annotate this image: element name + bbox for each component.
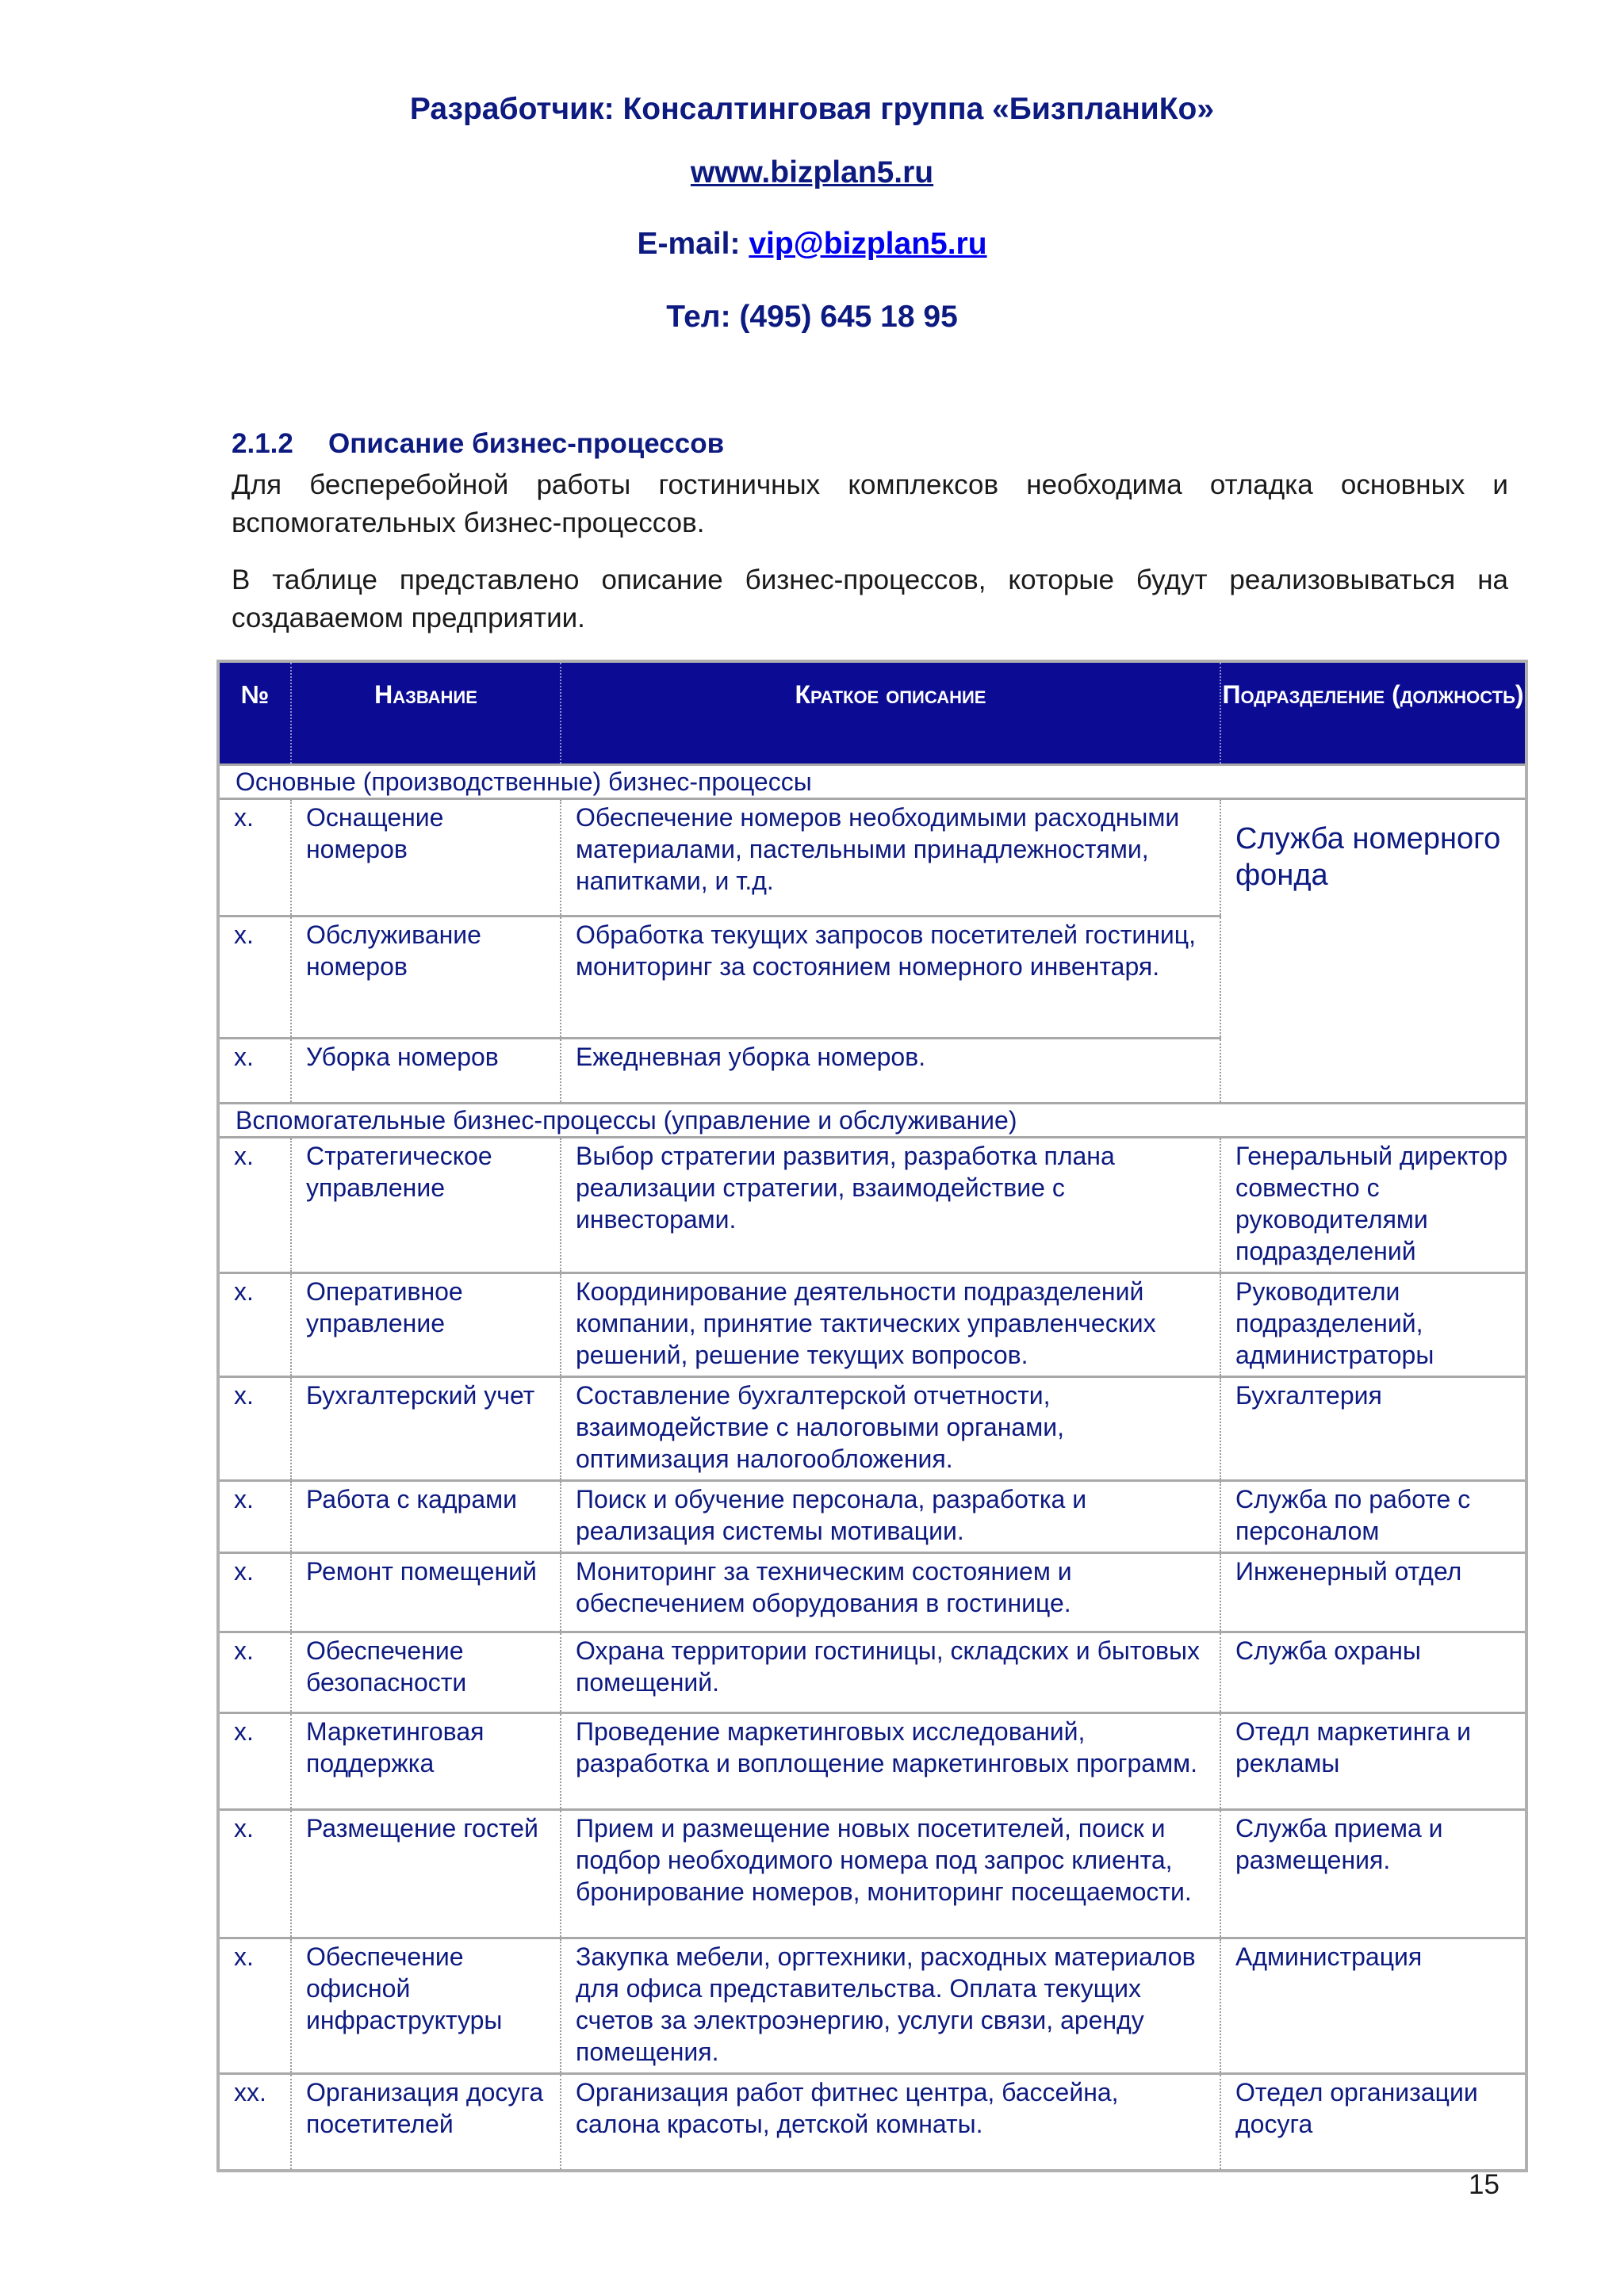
- row-unit: Руководители подразделений, администраторы: [1220, 1273, 1526, 1377]
- row-description: Выбор стратегии развития, разработка плана реализации стратегии, взаимодействие с инвесторами.: [561, 1138, 1220, 1273]
- row-number: x.: [218, 1938, 291, 2074]
- table-row: [218, 799, 1526, 916]
- table-row: [218, 1377, 1526, 1481]
- table-row: [218, 1138, 1526, 1273]
- row-unit-merged: Служба номерного фонда: [1220, 799, 1526, 1104]
- row-name: Обеспечение офисной инфраструктуры: [291, 1938, 561, 2074]
- phone-line: Тел: (495) 645 18 95: [666, 300, 958, 334]
- row-description: Составление бухгалтерской отчетности, взаимодействие с налоговыми органами, оптимизация налогообложения.: [561, 1377, 1220, 1481]
- row-description: Охрана территории гостиницы, складских и бытовых помещений.: [561, 1632, 1220, 1713]
- table-row: [218, 1553, 1526, 1632]
- group-title-support: Вспомогательные бизнес-процессы (управление и обслуживание): [218, 1104, 1526, 1138]
- row-name: Бухгалтерский учет: [291, 1377, 561, 1481]
- email-label: E-mail:: [637, 227, 749, 261]
- row-name: Работа с кадрами: [291, 1481, 561, 1553]
- row-description: Мониторинг за техническим состоянием и обеспечением оборудования в гостинице.: [561, 1553, 1220, 1632]
- email-link[interactable]: vip@bizplan5.ru: [749, 227, 987, 261]
- section-number: 2.1.2: [232, 428, 293, 459]
- table-row: [218, 1938, 1526, 2074]
- header-unit: Подразделение (должность): [1220, 661, 1526, 765]
- row-number: x.: [218, 1273, 291, 1377]
- email-line: [0, 227, 1624, 262]
- row-number: x.: [218, 1481, 291, 1553]
- row-number: x.: [218, 1713, 291, 1810]
- business-process-table: [216, 660, 1528, 2172]
- row-unit: Служба по работе с персоналом: [1220, 1481, 1526, 1553]
- row-name: Маркетинговая поддержка: [291, 1713, 561, 1810]
- row-name: Уборка номеров: [291, 1039, 561, 1104]
- table-row: [218, 1481, 1526, 1553]
- section-title: [232, 428, 724, 460]
- group-title-main: Основные (производственные) бизнес-процессы: [218, 765, 1526, 799]
- group-row-main: [218, 765, 1526, 799]
- website-link[interactable]: www.bizplan5.ru: [690, 155, 934, 189]
- row-number: x.: [218, 1632, 291, 1713]
- table-row: [218, 1810, 1526, 1938]
- row-number: x.: [218, 916, 291, 1039]
- table-row: [218, 1713, 1526, 1810]
- row-name: Обеспечение безопасности: [291, 1632, 561, 1713]
- row-name: Размещение гостей: [291, 1810, 561, 1938]
- row-unit: Служба охраны: [1220, 1632, 1526, 1713]
- row-number: x.: [218, 1138, 291, 1273]
- row-unit: Генеральный директор совместно с руководителями подразделений: [1220, 1138, 1526, 1273]
- row-description: Обеспечение номеров необходимыми расходными материалами, пастельными принадлежностями, напитками, и т.д.: [561, 799, 1220, 916]
- header-name: Название: [291, 661, 561, 765]
- row-name: Обслуживание номеров: [291, 916, 561, 1039]
- row-name: Организация досуга посетителей: [291, 2074, 561, 2171]
- row-unit: Отедл маркетинга и рекламы: [1220, 1713, 1526, 1810]
- row-description: Прием и размещение новых посетителей, поиск и подбор необходимого номера под запрос клиента, бронирование номеров, мониторинг посещаемости.: [561, 1810, 1220, 1938]
- row-description: Ежедневная уборка номеров.: [561, 1039, 1220, 1104]
- header-number: №: [218, 661, 291, 765]
- header-description: Краткое описание: [561, 661, 1220, 765]
- row-name: Оперативное управление: [291, 1273, 561, 1377]
- page-number: 15: [1469, 2169, 1500, 2200]
- row-description: Координирование деятельности подразделений компании, принятие тактических управленческих решений, решение текущих вопросов.: [561, 1273, 1220, 1377]
- table-intro-paragraph: В таблице представлено описание бизнес-процессов, которые будут реализовываться на создаваемом предприятии.: [232, 564, 1508, 633]
- developer-line: Разработчик: Консалтинговая группа «БизпланиКо»: [409, 92, 1215, 126]
- row-name: Ремонт помещений: [291, 1553, 561, 1632]
- row-number: x.: [218, 1039, 291, 1104]
- intro-paragraph: Для бесперебойной работы гостиничных комплексов необходима отладка основных и вспомогательных бизнес-процессов.: [232, 469, 1508, 538]
- row-number: x.: [218, 1377, 291, 1481]
- row-number: x.: [218, 1553, 291, 1632]
- row-description: Обработка текущих запросов посетителей гостиниц, мониторинг за состоянием номерного инвентаря.: [561, 916, 1220, 1039]
- row-unit: Бухгалтерия: [1220, 1377, 1526, 1481]
- row-description: Организация работ фитнес центра, бассейна, салона красоты, детской комнаты.: [561, 2074, 1220, 2171]
- row-name: Оснащение номеров: [291, 799, 561, 916]
- table-header-row: [218, 661, 1526, 765]
- row-name: Стратегическое управление: [291, 1138, 561, 1273]
- row-description: Закупка мебели, оргтехники, расходных материалов для офиса представительства. Оплата текущих счетов за электроэнергию, услуги связи, аренду помещения.: [561, 1938, 1220, 2074]
- row-unit: Отедел организации досуга: [1220, 2074, 1526, 2171]
- section-title-text: Описание бизнес-процессов: [328, 428, 725, 459]
- table-row: [218, 1632, 1526, 1713]
- row-number: x.: [218, 1810, 291, 1938]
- row-description: Проведение маркетинговых исследований, разработка и воплощение маркетинговых программ.: [561, 1713, 1220, 1810]
- row-number: xx.: [218, 2074, 291, 2171]
- row-unit: Инженерный отдел: [1220, 1553, 1526, 1632]
- row-unit: Служба приема и размещения.: [1220, 1810, 1526, 1938]
- row-description: Поиск и обучение персонала, разработка и реализация системы мотивации.: [561, 1481, 1220, 1553]
- table-row: [218, 1273, 1526, 1377]
- row-number: x.: [218, 799, 291, 916]
- group-row-support: [218, 1104, 1526, 1138]
- table-row: [218, 2074, 1526, 2171]
- row-unit: Администрация: [1220, 1938, 1526, 2074]
